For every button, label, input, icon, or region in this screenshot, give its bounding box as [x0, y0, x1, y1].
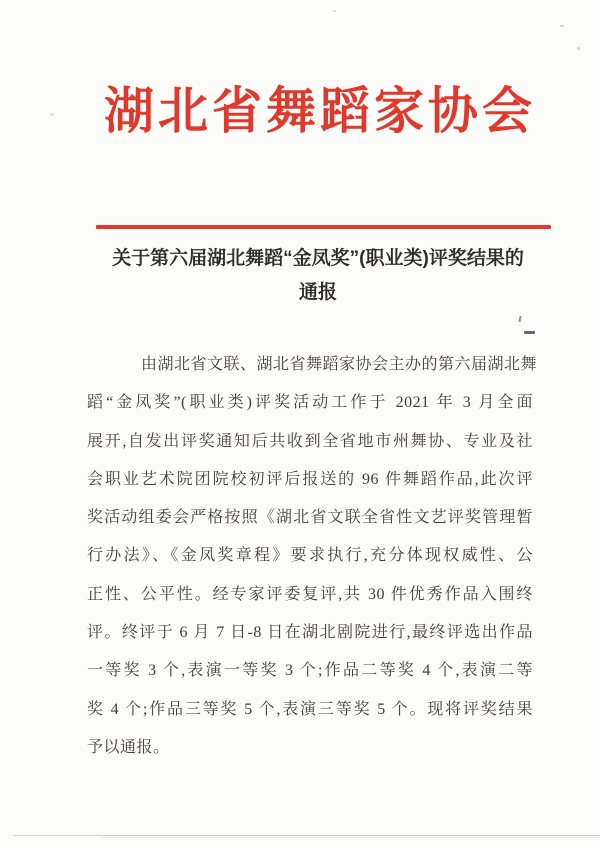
body-line: 一等奖 3 个,表演一等奖 3 个;作品二等奖 4 个,表演二等: [87, 662, 533, 680]
scan-artifact: [50, 113, 54, 116]
body-line: 行办法》、《金凤奖章程》要求执行,充分体现权威性、公: [87, 547, 533, 565]
body-line: 蹈“金凤奖”(职业类)评奖活动工作于 2021 年 3 月全面: [87, 394, 533, 412]
scan-artifact: [577, 47, 580, 50]
document-title-line1: 关于第六届湖北舞蹈“金凤奖”(职业类)评奖结果的: [112, 248, 524, 269]
body-line: 会职业艺术院团院校初评后报送的 96 件舞蹈作品,此次评: [87, 470, 533, 488]
scan-artifact: [333, 10, 336, 12]
red-divider-line: [96, 225, 551, 229]
body-line: 由湖北省文联、湖北省舞蹈家协会主办的第六届湖北舞: [141, 356, 538, 373]
body-line: 奖 4 个;作品三等奖 5 个,表演三等奖 5 个。现将评奖结果: [87, 700, 533, 718]
body-line: 奖活动组委会严格按照《湖北省文联全省性文艺评奖管理暂: [87, 509, 533, 527]
letterhead-title: 湖北省舞蹈家协会: [104, 83, 536, 139]
scan-page-edge: [14, 835, 600, 836]
body-line: 予以通报。: [87, 738, 170, 756]
body-line: 正性、公平性。经专家评委复评,共 30 件优秀作品入围终: [87, 585, 533, 603]
body-line: 展开,自发出评奖通知后共收到全省地市州舞协、专业及社: [87, 432, 533, 450]
body-line: 评。终评于 6 月 7 日-8 日在湖北剧院进行,最终评选出作品: [87, 624, 533, 642]
document-body: [87, 346, 538, 767]
scan-artifact: [560, 25, 564, 27]
scan-page-edge: [100, 837, 600, 838]
document-title-line2: 通报: [298, 282, 337, 303]
scan-artifact: [524, 331, 535, 334]
document-title: [68, 242, 568, 310]
scan-artifact: [518, 316, 521, 322]
